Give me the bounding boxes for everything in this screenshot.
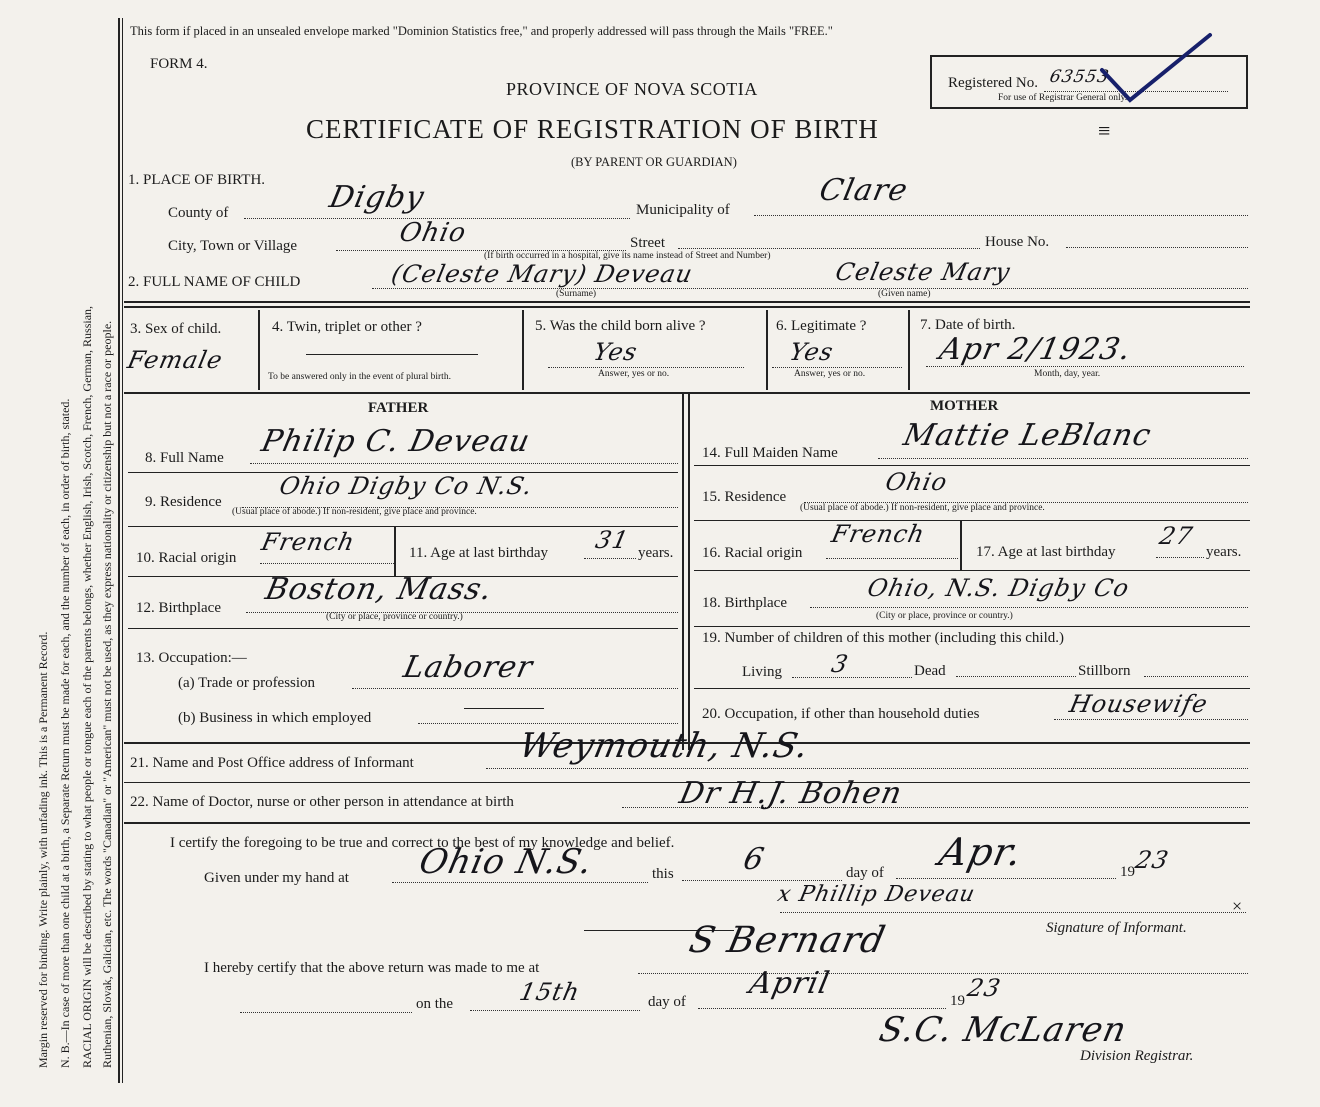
legitimate-note: Answer, yes or no.	[794, 369, 866, 379]
informant-label: 21. Name and Post Office address of Informant	[130, 755, 414, 771]
mother-age-value: 27	[1157, 522, 1196, 550]
father-race-value: French	[259, 528, 358, 556]
mother-occupation-value: Housewife	[1067, 690, 1211, 718]
street-label: Street	[630, 235, 665, 251]
surname-caption: (Surname)	[556, 289, 597, 299]
mother-birthplace-note: (City or place, province or country.)	[876, 611, 1013, 621]
subtitle: (BY PARENT OR GUARDIAN)	[571, 155, 737, 169]
living-value: 3	[829, 650, 852, 678]
child-surname-value: (Celeste Mary) Deveau	[389, 260, 696, 288]
stillborn-label: Stillborn	[1078, 663, 1131, 679]
dob-note: Month, day, year.	[1034, 369, 1101, 379]
father-name-label: 8. Full Name	[145, 450, 224, 466]
trade-label: (a) Trade or profession	[178, 675, 316, 691]
given-caption: (Given name)	[878, 289, 931, 299]
informant-signature: x Phillip Deveau	[775, 882, 978, 907]
certify-text: I certify the foregoing to be true and correct to the best of my knowledge and belief.	[170, 835, 675, 851]
registrar-text: I hereby certify that the above return was made to me at	[204, 960, 540, 976]
check-mark-icon	[1090, 30, 1220, 110]
dead-label: Dead	[914, 663, 946, 679]
father-residence-label: 9. Residence	[145, 494, 222, 510]
day-of-label: day of	[846, 865, 884, 881]
alive-value: Yes	[591, 338, 641, 366]
legitimate-value: Yes	[787, 338, 837, 366]
mail-notice: This form if placed in an unsealed envelope marked "Dominion Statistics free," and properly addressed will pass through the Mails "FREE."	[130, 24, 833, 38]
doctor-label: 22. Name of Doctor, nurse or other person in attendance at birth	[130, 794, 514, 810]
alive-label: 5. Was the child born alive ?	[535, 318, 706, 334]
mother-race-label: 16. Racial origin	[702, 545, 803, 561]
house-label: House No.	[985, 234, 1050, 250]
given-year-value: 23	[1133, 846, 1172, 874]
dob-value: Apr 2/1923.	[936, 332, 1135, 367]
registered-label: Registered No.	[948, 75, 1038, 91]
margin-rule-2	[122, 18, 123, 1083]
mother-abode-note: (Usual place of abode.) If non-resident, give place and province.	[800, 503, 1045, 513]
witness-signature: S Bernard	[685, 920, 890, 961]
mother-age-label: 17. Age at last birthday	[976, 544, 1116, 560]
informant-value: Weymouth, N.S.	[515, 726, 813, 766]
margin-note-binding: Margin reserved for binding. Write plainly, with unfading ink. This is a Permanent Record.	[36, 631, 50, 1068]
mother-occupation-label: 20. Occupation, if other than household duties	[702, 706, 980, 722]
this-label: this	[652, 866, 674, 882]
municipality-label: Municipality of	[636, 202, 730, 218]
sex-value: Female	[125, 346, 226, 374]
city-value: Ohio	[396, 218, 470, 248]
father-residence-value: Ohio Digby Co N.S.	[277, 472, 536, 500]
year-prefix: 19	[1120, 864, 1135, 880]
mother-race-value: French	[829, 520, 928, 548]
title-strike: ≡	[1098, 118, 1111, 143]
living-label: Living	[742, 664, 782, 680]
father-occupation-label: 13. Occupation:—	[136, 650, 247, 666]
father-birthplace-value: Boston, Mass.	[262, 572, 496, 607]
mother-residence-label: 15. Residence	[702, 489, 787, 505]
given-month-value: Apr.	[935, 830, 1027, 874]
dob-label: 7. Date of birth.	[920, 317, 1016, 333]
page-title: CERTIFICATE OF REGISTRATION OF BIRTH	[306, 114, 879, 144]
doctor-value: Dr H.J. Bohen	[676, 776, 906, 811]
given-day-value: 6	[740, 842, 768, 877]
children-count-label: 19. Number of children of this mother (including this child.)	[702, 630, 1065, 646]
father-abode-note: (Usual place of abode.) If non-resident, give place and province.	[232, 507, 477, 517]
reg-year-prefix: 19	[950, 993, 965, 1009]
father-birthplace-note: (City or place, province or country.)	[326, 612, 463, 622]
mother-birthplace-label: 18. Birthplace	[702, 595, 787, 611]
father-name-value: Philip C. Deveau	[258, 424, 534, 459]
registrar-note: For use of Registrar General only.	[998, 93, 1128, 103]
mother-years: years.	[1206, 544, 1242, 560]
trade-value: Laborer	[400, 650, 537, 685]
alive-note: Answer, yes or no.	[598, 369, 670, 379]
mother-name-value: Mattie LeBlanc	[900, 418, 1155, 453]
father-age-label: 11. Age at last birthday	[409, 545, 548, 561]
registration-day-value: 15th	[517, 978, 583, 1006]
given-place-value: Ohio N.S.	[415, 842, 597, 882]
margin-note-racial-1: RACIAL ORIGIN will be described by stating to what people or tongue each of the parents belongs, whether English, Irish, Scotch, French, German, Russian,	[80, 305, 94, 1068]
father-race-label: 10. Racial origin	[136, 550, 237, 566]
child-given-value: Celeste Mary	[833, 258, 1014, 286]
business-label: (b) Business in which employed	[178, 710, 372, 726]
given-label: Given under my hand at	[204, 870, 349, 886]
informant-sig-caption: Signature of Informant.	[1046, 920, 1187, 936]
reg-day-of-label: day of	[648, 994, 686, 1010]
margin-note-racial-2: Ruthenian, Slovak, Galician, etc. The words "Canadian" or "American" must not be used, as they express nationality or citizenship but not a race or people.	[100, 320, 114, 1068]
sex-label: 3. Sex of child.	[130, 321, 222, 337]
municipality-value: Clare	[816, 173, 912, 208]
father-years: years.	[638, 545, 674, 561]
form-number: FORM 4.	[150, 56, 208, 72]
twin-label: 4. Twin, triplet or other ?	[272, 319, 422, 335]
county-label: County of	[168, 205, 229, 221]
mother-name-label: 14. Full Maiden Name	[702, 445, 838, 461]
place-of-birth-heading: 1. PLACE OF BIRTH.	[128, 172, 266, 188]
father-birthplace-label: 12. Birthplace	[136, 600, 221, 616]
mother-residence-value: Ohio	[883, 468, 951, 496]
mother-birthplace-value: Ohio, N.S. Digby Co	[865, 574, 1133, 602]
county-value: Digby	[326, 180, 428, 215]
father-heading: FATHER	[368, 400, 429, 416]
registered-value: 63553	[1047, 67, 1112, 87]
margin-rule	[118, 18, 120, 1083]
province-heading: PROVINCE OF NOVA SCOTIA	[506, 79, 758, 99]
father-age-value: 31	[593, 526, 632, 554]
margin-note-nb: N. B.—In case of more than one child at a birth, a Separate Return must be made for each, and the number of each, in order of birth, stated.	[58, 398, 72, 1068]
registrar-signature: S.C. McLaren	[875, 1010, 1131, 1050]
legitimate-label: 6. Legitimate ?	[776, 318, 867, 334]
hospital-note: (If birth occurred in a hospital, give its name instead of Street and Number)	[484, 251, 771, 261]
registration-year-value: 23	[965, 974, 1004, 1002]
registrar-caption: Division Registrar.	[1080, 1048, 1194, 1064]
twin-note: To be answered only in the event of plural birth.	[268, 372, 451, 382]
registration-month-value: April	[746, 966, 834, 1001]
city-label: City, Town or Village	[168, 238, 298, 254]
child-name-label: 2. FULL NAME OF CHILD	[128, 274, 301, 290]
on-the-label: on the	[416, 996, 454, 1012]
informant-sig-close-mark: ×	[1232, 896, 1243, 916]
mother-heading: MOTHER	[930, 398, 999, 414]
